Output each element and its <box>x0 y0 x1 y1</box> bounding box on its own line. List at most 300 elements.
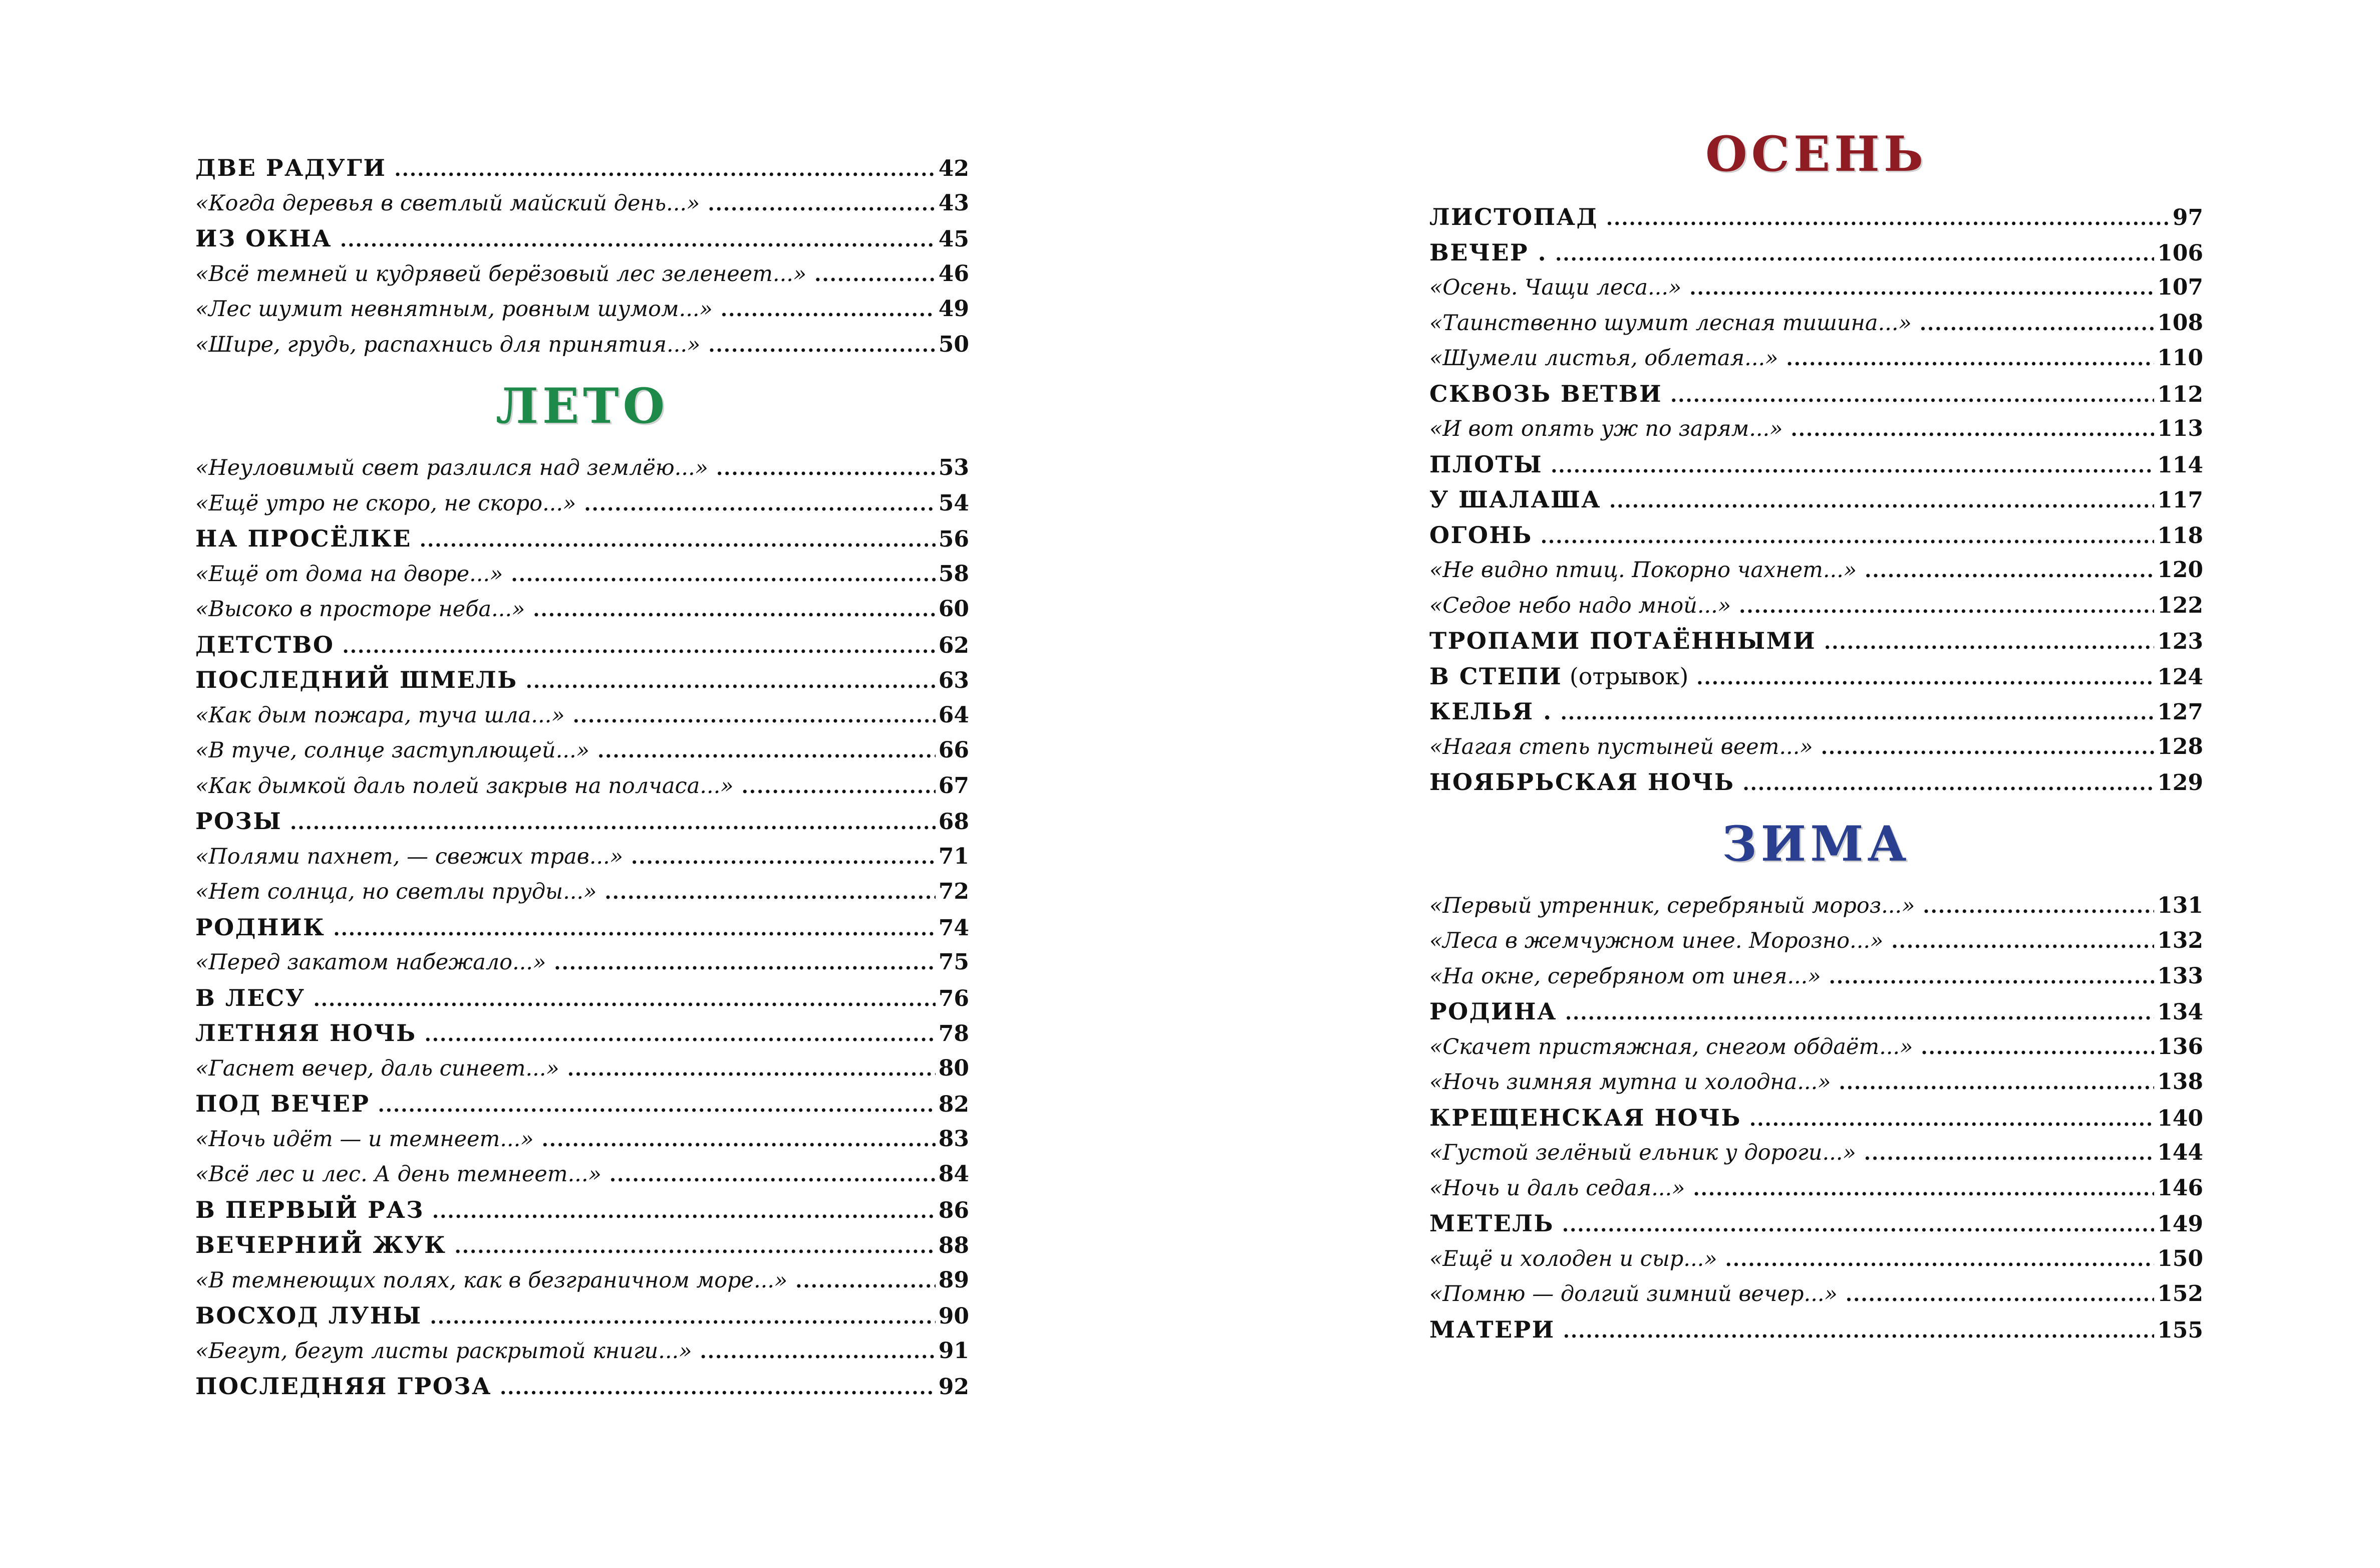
toc-entry <box>1429 1276 2203 1312</box>
toc-entry-title <box>195 945 546 980</box>
dot-leader <box>1920 306 2154 342</box>
toc-entry-title <box>1429 623 1816 659</box>
dot-leader <box>542 1122 936 1158</box>
toc-entry-title-text: СКВОЗЬ ВЕТВИ <box>1429 380 1663 407</box>
toc-entry-title <box>1429 1206 1554 1241</box>
toc-entry <box>195 186 969 221</box>
toc-entry <box>195 1334 969 1369</box>
toc-entry <box>1429 1171 2203 1206</box>
toc-entry <box>1429 623 2203 659</box>
toc-entry <box>195 450 969 486</box>
toc-entry-title <box>195 698 565 733</box>
toc-entry-title-text: ВОСХОД ЛУНЫ <box>195 1302 422 1329</box>
toc-entry-title <box>1429 959 1821 994</box>
toc-entry <box>1429 447 2203 482</box>
toc-entry <box>1429 994 2203 1029</box>
toc-entry-page: 97 <box>2172 205 2203 230</box>
toc-entry-title-text: РОДИНА <box>1429 998 1557 1025</box>
dot-leader <box>721 292 936 328</box>
toc-entry-title-text: «Высоко в просторе неба...» <box>195 597 525 622</box>
toc-entry-page: 74 <box>938 915 969 941</box>
toc-entry-title <box>1429 1065 1831 1100</box>
toc-entry-title-text: ЛИСТОПАД <box>1429 203 1598 230</box>
toc-entry-page: 66 <box>938 737 969 763</box>
dot-leader <box>1563 1314 2154 1349</box>
toc-entry-title-text: ПОСЛЕДНИЙ ШМЕЛЬ <box>195 666 518 693</box>
section-heading-osen: ОСЕНЬ <box>1705 126 1928 182</box>
dot-leader <box>343 629 936 664</box>
dot-leader <box>708 186 935 222</box>
toc-entry <box>1429 694 2203 729</box>
toc-entry <box>195 698 969 733</box>
toc-entry <box>1429 888 2203 924</box>
toc-entry-title-text: ВЕЧЕРНИЙ ЖУК <box>195 1231 447 1258</box>
toc-entry-page: 146 <box>2157 1175 2203 1201</box>
toc-entry-title <box>195 186 700 221</box>
toc-entry-page: 128 <box>2157 733 2203 759</box>
toc-entry-page: 108 <box>2157 310 2203 336</box>
toc-entry-title-text: «Неуловимый свет разлился над землёю...» <box>195 455 708 480</box>
dot-leader <box>420 522 936 558</box>
toc-entry-page: 42 <box>938 156 969 181</box>
toc-entry-page: 114 <box>2157 452 2203 478</box>
toc-entry-page: 60 <box>938 596 969 622</box>
toc-entry-title-text: «Ещё и холоден и сыр...» <box>1429 1246 1717 1271</box>
toc-entry-page: 132 <box>2157 928 2203 953</box>
toc-entry-page: 75 <box>938 949 969 975</box>
toc-entry <box>1429 376 2203 412</box>
toc-entry-title <box>195 1086 370 1122</box>
toc-entry-title <box>1429 235 1547 271</box>
toc-entry-title-text: «Густой зелёный ельник у дороги...» <box>1429 1140 1856 1165</box>
toc-entry <box>1429 517 2203 553</box>
toc-group <box>195 150 969 362</box>
toc-entry-title-text: «Помню — долгий зимний вечер...» <box>1429 1281 1838 1306</box>
toc-entry <box>195 1122 969 1157</box>
toc-entry <box>1429 553 2203 588</box>
toc-entry-title <box>195 221 332 256</box>
dot-leader <box>1551 448 2154 484</box>
toc-entry <box>195 327 969 363</box>
toc-entry-title <box>1429 1171 1685 1206</box>
toc-entry-page: 68 <box>938 809 969 835</box>
toc-entry-page: 84 <box>938 1161 969 1187</box>
toc-entry-title <box>1429 376 1662 412</box>
dot-leader <box>500 1370 936 1406</box>
toc-entry <box>195 910 969 945</box>
dot-leader <box>1864 1136 2154 1171</box>
toc-column-right <box>1429 119 2203 1347</box>
dot-leader <box>631 840 936 875</box>
toc-entry-page: 63 <box>938 668 969 693</box>
toc-entry-title <box>195 1157 602 1192</box>
toc-entry-page: 152 <box>2157 1281 2203 1306</box>
toc-entry-title <box>1429 517 1533 553</box>
toc-entry-title <box>1429 659 1688 694</box>
toc-entry-title-text: «Осень. Чащи леса...» <box>1429 275 1682 300</box>
toc-entry-title-text: «Нагая степь пустыней веет...» <box>1429 734 1813 759</box>
toc-entry-title-text: «Седое небо надо мной...» <box>1429 593 1731 618</box>
dot-leader <box>1689 271 2154 306</box>
toc-entry-title <box>195 662 518 698</box>
toc-entry-page: 56 <box>938 527 969 552</box>
toc-entry <box>1429 1065 2203 1100</box>
toc-entry-page: 62 <box>938 632 969 658</box>
toc-entry-title-text: «Первый утренник, серебряный мороз...» <box>1429 893 1915 918</box>
toc-entry-page: 122 <box>2157 592 2203 618</box>
toc-entry-title-text: «Ещё утро не скоро, не скоро...» <box>195 490 576 516</box>
toc-entry-page: 118 <box>2157 522 2203 549</box>
toc-entry <box>1429 659 2203 694</box>
dot-leader <box>573 698 936 734</box>
toc-entry-title <box>1429 888 1915 924</box>
toc-entry <box>195 221 969 256</box>
toc-entry-page: 91 <box>938 1338 969 1364</box>
toc-entry-page: 88 <box>938 1233 969 1258</box>
toc-entry-page: 110 <box>2157 345 2203 371</box>
dot-leader <box>432 1194 936 1229</box>
toc-entry-title-text: НА ПРОСЁЛКЕ <box>195 525 412 552</box>
toc-entry-title-text: КЕЛЬЯ . <box>1429 698 1553 725</box>
toc-entry-page: 89 <box>938 1267 969 1293</box>
toc-entry-page: 140 <box>2157 1105 2203 1131</box>
toc-entry-title-text: «Ночь идёт — и темнеет...» <box>195 1126 534 1152</box>
toc-entry-title-text: ТРОПАМИ ПОТАЁННЫМИ <box>1429 627 1817 654</box>
toc-entry-title <box>195 450 708 486</box>
toc-entry <box>1429 1312 2203 1348</box>
toc-entry <box>195 1157 969 1192</box>
dot-leader <box>610 1157 936 1193</box>
toc-entry <box>195 1192 969 1228</box>
toc-group <box>1429 199 2203 800</box>
toc-entry-title <box>195 910 325 945</box>
toc-entry-title <box>195 1192 424 1228</box>
toc-entry-title-text: В СТЕПИ <box>1429 662 1563 690</box>
toc-entry-title-text: У ШАЛАША <box>1429 486 1602 513</box>
toc-entry-title-text: «Нет солнца, но светлы пруды...» <box>195 879 597 904</box>
toc-entry <box>195 486 969 521</box>
dot-leader <box>1742 766 2154 802</box>
toc-entry-title <box>195 557 503 592</box>
dot-leader <box>1891 924 2154 959</box>
toc-entry <box>195 1298 969 1334</box>
toc-entry <box>1429 306 2203 341</box>
dot-leader <box>1541 519 2154 555</box>
toc-entry <box>195 1086 969 1122</box>
toc-entry <box>1429 270 2203 306</box>
toc-entry <box>195 150 969 186</box>
toc-entry-title <box>1429 341 1778 376</box>
toc-entry <box>195 980 969 1016</box>
toc-entry <box>1429 1206 2203 1241</box>
toc-entry-page: 113 <box>2157 416 2203 441</box>
dot-leader <box>314 982 936 1017</box>
dot-leader <box>1555 236 2154 272</box>
dot-leader <box>1606 201 2170 236</box>
toc-entry-page: 58 <box>938 561 969 587</box>
toc-entry-page: 50 <box>938 331 969 357</box>
toc-entry-page: 120 <box>2157 557 2203 583</box>
toc-entry-title-text: «Всё темней и кудрявей берёзовый лес зеленеет...» <box>195 261 807 287</box>
toc-entry <box>1429 482 2203 517</box>
toc-entry-title-text: МЕТЕЛЬ <box>1429 1210 1554 1237</box>
right-page <box>1190 0 2380 1568</box>
toc-entry-title-text: ПОД ВЕЧЕР <box>195 1090 370 1117</box>
toc-entry-page: 64 <box>938 702 969 728</box>
dot-leader <box>598 733 936 769</box>
toc-entry <box>195 804 969 839</box>
toc-entry-title-text: «Как дым пожара, туча шла...» <box>195 702 565 728</box>
toc-entry-title-text: «В темнеющих полях, как в безграничном море...» <box>195 1267 788 1293</box>
toc-entry-page: 80 <box>938 1055 969 1081</box>
toc-entry-page: 127 <box>2157 699 2203 725</box>
toc-entry-page: 155 <box>2157 1317 2203 1343</box>
dot-leader <box>1791 412 2155 447</box>
toc-entry-title-text: ОГОНЬ <box>1429 521 1533 549</box>
toc-entry-title <box>1429 1276 1838 1312</box>
toc-entry-title-text: КРЕЩЕНСКАЯ НОЧЬ <box>1429 1104 1741 1131</box>
dot-leader <box>1609 483 2154 519</box>
toc-entry <box>1429 235 2203 271</box>
toc-entry-page: 82 <box>938 1092 969 1117</box>
dot-leader <box>1562 1207 2154 1243</box>
toc-entry-title-text: «Леса в жемчужном инее. Морозно...» <box>1429 928 1884 953</box>
toc-entry-page: 54 <box>938 490 969 516</box>
toc-entry <box>1429 199 2203 235</box>
toc-entry <box>1429 1029 2203 1065</box>
toc-entry <box>195 1227 969 1263</box>
dot-leader <box>1693 1171 2154 1207</box>
dot-leader <box>333 911 935 947</box>
toc-entry-title-text: «Перед закатом набежало...» <box>195 950 546 975</box>
toc-entry-page: 46 <box>938 260 969 287</box>
toc-entry-title <box>195 521 412 557</box>
dot-leader <box>1921 1030 2154 1066</box>
toc-entry-title <box>195 980 306 1016</box>
dot-leader <box>1565 995 2154 1031</box>
toc-entry-title-text: НОЯБРЬСКАЯ НОЧЬ <box>1429 768 1735 796</box>
toc-entry <box>195 768 969 804</box>
toc-entry-title <box>195 1369 492 1404</box>
dot-leader <box>1749 1102 2154 1137</box>
toc-entry-title <box>195 1227 447 1263</box>
toc-entry-title <box>195 804 282 839</box>
toc-entry-page: 123 <box>2157 629 2203 654</box>
toc-entry <box>1429 923 2203 959</box>
toc-entry-title <box>1429 1135 1856 1171</box>
toc-entry-page: 134 <box>2157 999 2203 1025</box>
toc-entry-title <box>195 1122 534 1157</box>
toc-entry-title <box>195 1298 422 1334</box>
toc-entry-title <box>195 150 386 186</box>
toc-entry-page: 72 <box>938 879 969 904</box>
toc-entry-page: 53 <box>938 455 969 480</box>
toc-entry <box>1429 959 2203 994</box>
toc-entry <box>1429 729 2203 765</box>
toc-entry-title-text: «Не видно птиц. Покорно чахнет...» <box>1429 558 1857 583</box>
toc-entry-page: 138 <box>2157 1069 2203 1095</box>
toc-entry-title-text: ИЗ ОКНА <box>195 225 332 252</box>
toc-entry-title-text: «Ночь и даль седая...» <box>1429 1175 1685 1201</box>
toc-entry-page: 133 <box>2157 963 2203 989</box>
toc-entry-title <box>1429 1100 1741 1136</box>
toc-entry <box>195 256 969 292</box>
toc-entry-title-text: В ЛЕСУ <box>195 984 306 1011</box>
toc-entry <box>195 662 969 698</box>
dot-leader <box>1923 889 2154 924</box>
toc-entry-title-text: ПОСЛЕДНЯЯ ГРОЗА <box>195 1373 492 1400</box>
toc-group <box>195 450 969 1404</box>
toc-entry-title <box>195 292 713 327</box>
toc-entry-title-text: «Шумели листья, облетая...» <box>1429 346 1778 371</box>
toc-entry-title-text: ЛЕТНЯЯ НОЧЬ <box>195 1019 417 1047</box>
dot-leader <box>700 1334 936 1370</box>
toc-entry-page: 45 <box>938 226 969 252</box>
toc-entry-title-text: «И вот опять уж по зарям...» <box>1429 416 1783 441</box>
toc-entry-page: 83 <box>938 1126 969 1152</box>
dot-leader <box>455 1229 936 1264</box>
toc-entry-title-text: РОЗЫ <box>195 808 282 835</box>
dot-leader <box>795 1263 935 1299</box>
toc-entry-title-text: «Скачет пристяжная, снегом обдаёт...» <box>1429 1034 1913 1060</box>
toc-entry-title <box>195 627 335 663</box>
toc-entry-title <box>1429 1312 1555 1348</box>
toc-entry-page: 112 <box>2157 381 2203 407</box>
dot-leader <box>1725 1242 2155 1277</box>
toc-entry-title-text: «Шире, грудь, распахнись для принятия...» <box>195 332 701 357</box>
dot-leader <box>1829 959 2154 995</box>
dot-leader <box>425 1017 936 1053</box>
toc-entry-title-text: «Ночь зимняя мутна и холодна...» <box>1429 1070 1831 1095</box>
toc-column-left <box>195 150 969 1404</box>
section-heading-zima: ЗИМА <box>1722 815 1911 872</box>
toc-entry-title-text: «Бегут, бегут листы раскрытой книги...» <box>195 1338 692 1364</box>
toc-entry <box>195 557 969 592</box>
toc-entry <box>195 1015 969 1051</box>
toc-group <box>1429 888 2203 1348</box>
toc-entry-title <box>1429 411 1783 447</box>
dot-leader <box>394 152 935 187</box>
toc-entry <box>1429 588 2203 624</box>
toc-entry-title-text: «Таинственно шумит лесная тишина...» <box>1429 310 1912 336</box>
toc-entry-title <box>1429 1241 1717 1277</box>
dot-leader <box>1561 695 2155 731</box>
dot-leader <box>533 592 935 628</box>
toc-entry-title <box>1429 764 1734 800</box>
toc-entry <box>1429 1100 2203 1136</box>
toc-entry-page: 90 <box>938 1303 969 1329</box>
toc-entry-title <box>1429 1029 1913 1065</box>
dot-leader <box>708 328 935 363</box>
toc-entry-title-text: «Лес шумит невнятным, ровным шумом...» <box>195 297 713 322</box>
toc-entry <box>195 292 969 327</box>
toc-entry <box>1429 1241 2203 1277</box>
toc-entry-title-text: РОДНИК <box>195 913 326 941</box>
toc-entry <box>195 1369 969 1404</box>
toc-entry-page: 43 <box>938 190 969 216</box>
dot-leader <box>742 769 936 805</box>
dot-leader <box>716 451 936 486</box>
dot-leader <box>1786 341 2154 377</box>
toc-entry-page: 144 <box>2157 1140 2203 1165</box>
toc-entry <box>195 592 969 627</box>
section-heading-leto: ЛЕТО <box>495 378 669 434</box>
toc-entry-page: 129 <box>2157 770 2203 796</box>
toc-entry-title-text: «Полями пахнет, — свежих трав...» <box>195 844 624 869</box>
toc-entry-page: 86 <box>938 1197 969 1223</box>
toc-entry-title-text: «Ещё от дома на дворе...» <box>195 561 503 587</box>
toc-entry-title <box>1429 588 1731 624</box>
toc-entry-title <box>195 768 734 804</box>
toc-entry-title-text: «Всё лес и лес. А день темнеет...» <box>195 1162 602 1187</box>
dot-leader <box>567 1052 936 1087</box>
toc-entry-title-text: ПЛОТЫ <box>1429 450 1543 478</box>
dot-leader <box>1846 1277 2154 1313</box>
toc-entry-page: 78 <box>938 1021 969 1047</box>
toc-entry-title <box>195 327 700 363</box>
toc-entry-title <box>1429 729 1813 765</box>
toc-entry-page: 106 <box>2157 240 2203 266</box>
toc-entry-title <box>195 839 623 875</box>
toc-entry-page: 117 <box>2157 487 2203 513</box>
toc-entry-title-text: ВЕЧЕР . <box>1429 238 1548 266</box>
toc-entry-subtitle: (отрывок) <box>1562 662 1689 690</box>
dot-leader <box>430 1299 935 1335</box>
dot-leader <box>511 557 935 593</box>
dot-leader <box>584 486 935 522</box>
dot-leader <box>605 875 935 910</box>
toc-entry-title <box>195 1015 417 1051</box>
toc-entry-page: 149 <box>2157 1211 2203 1237</box>
toc-entry-title <box>195 1051 559 1087</box>
toc-entry-title-text: МАТЕРИ <box>1429 1316 1555 1343</box>
dot-leader <box>1839 1065 2155 1101</box>
toc-entry-title <box>1429 694 1553 729</box>
toc-entry-title <box>1429 482 1601 517</box>
toc-entry-title <box>195 592 525 627</box>
dot-leader <box>1739 589 2154 624</box>
toc-entry <box>195 521 969 557</box>
toc-entry-page: 67 <box>938 772 969 799</box>
dot-leader <box>1670 378 2154 413</box>
toc-entry <box>1429 411 2203 447</box>
toc-entry-title-text: В ПЕРВЫЙ РАЗ <box>195 1196 424 1223</box>
toc-entry <box>195 839 969 875</box>
toc-entry-title <box>1429 923 1883 959</box>
toc-entry-title <box>1429 553 1857 588</box>
toc-entry-title <box>195 733 589 768</box>
toc-entry-title <box>195 1263 787 1298</box>
dot-leader <box>1696 660 2154 696</box>
toc-entry <box>195 945 969 980</box>
toc-entry <box>195 874 969 910</box>
toc-entry-page: 71 <box>938 843 969 869</box>
toc-entry-title <box>195 256 806 292</box>
toc-entry-title-text: «Когда деревья в светлый майский день...» <box>195 190 700 216</box>
toc-entry <box>195 627 969 663</box>
toc-entry-page: 131 <box>2157 892 2203 918</box>
toc-entry-page: 92 <box>938 1374 969 1400</box>
dot-leader <box>1821 730 2154 765</box>
toc-entry-page: 76 <box>938 985 969 1011</box>
toc-entry-title <box>1429 270 1681 306</box>
dot-leader <box>378 1088 936 1123</box>
toc-entry-page: 124 <box>2157 664 2203 690</box>
dot-leader <box>554 945 935 981</box>
toc-entry <box>1429 341 2203 376</box>
toc-entry <box>1429 764 2203 800</box>
toc-entry <box>1429 1135 2203 1171</box>
